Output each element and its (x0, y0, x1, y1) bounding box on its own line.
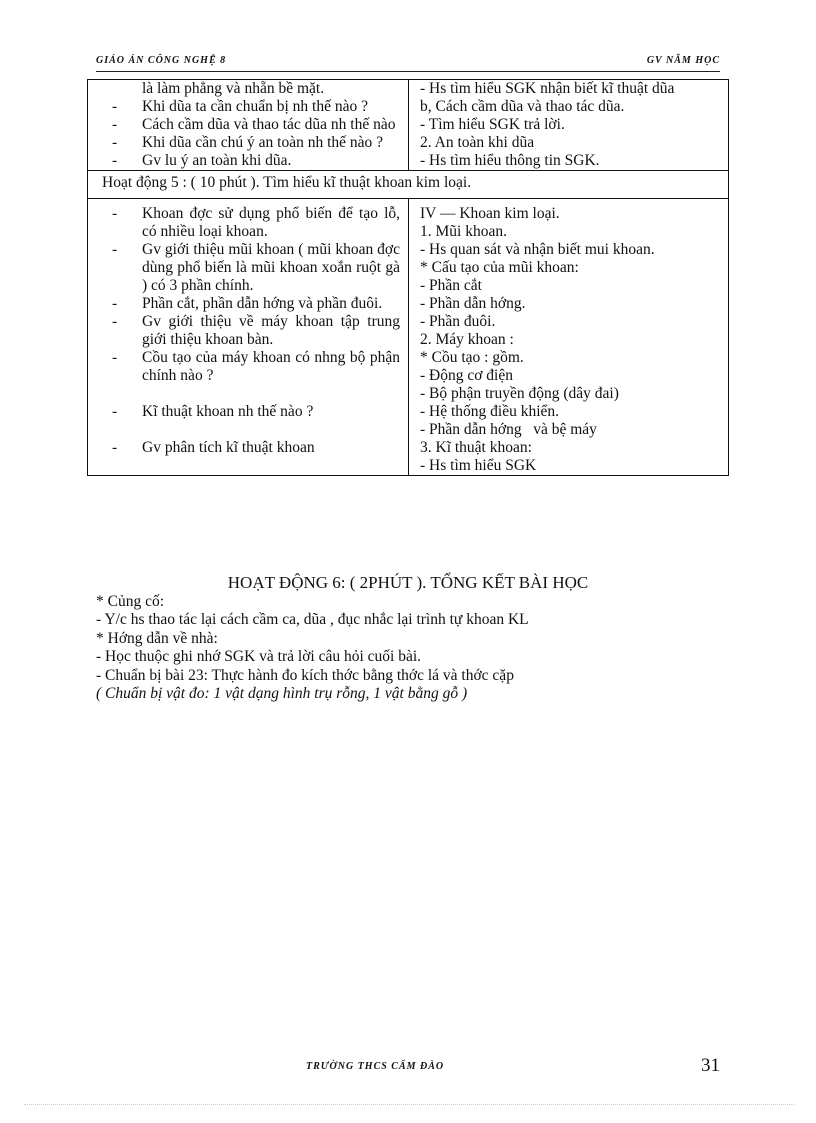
divider (24, 1104, 794, 1105)
list-item: - Kĩ thuật khoan nh thế nào ? (112, 403, 400, 421)
list-item: - Gv giới thiệu về máy khoan tập trung giới thiệu khoan bàn. (112, 313, 400, 349)
cell-line: 3. Kĩ thuật khoan: (420, 439, 532, 456)
cell-line: - Phần dẫn hớng và bệ máy (420, 421, 597, 438)
list-item: - Khi dũa cần chú ý an toàn nh thế nào ? (112, 134, 400, 152)
continued-text: là làm phẳng và nhẵn bề mặt. (142, 80, 325, 97)
cell-line: - Phần đuôi. (420, 313, 496, 330)
list-item: - Gv lu ý an toàn khi dũa. (112, 152, 400, 170)
student-activity-cell (409, 199, 729, 476)
cell-line: - Hs tìm hiểu thông tin SGK. (420, 152, 600, 169)
header-left-text: GIÁO ÁN CÔNG NGHỆ 8 (96, 55, 227, 66)
summary-line: * Củng cố: (96, 592, 165, 610)
prep-note: ( Chuẩn bị vật đo: 1 vật dạng hình trụ rỗng, 1 vật bằng gỗ ) (96, 685, 468, 702)
page-number: 31 (701, 1055, 720, 1076)
list-item: - Khi dũa ta cần chuẩn bị nh thế nào ? (112, 98, 400, 116)
cell-line: * Cấu tạo của mũi khoan: (420, 259, 579, 276)
cell-line: - Hs tìm hiểu SGK (420, 457, 537, 474)
summary-line: - Y/c hs thao tác lại cách cầm ca, dũa , đục nhắc lại trình tự khoan KL (96, 611, 529, 628)
list-item: - Gv phân tích kĩ thuật khoan (112, 439, 400, 457)
cell-line: - Tìm hiểu SGK trả lời. (420, 116, 565, 133)
list-item: - Phần cắt, phần dẫn hớng và phần đuôi. (112, 295, 400, 313)
summary-line: - Học thuộc ghi nhớ SGK và trả lời câu hỏi cuối bài. (96, 648, 422, 665)
page-footer (96, 1055, 720, 1083)
cell-line: * Cồu tạo : gồm. (420, 349, 524, 366)
teacher-activity-cell (88, 199, 409, 476)
cell-line: IV — Khoan kim loại. (420, 205, 560, 222)
list-item: - Cách cầm dũa và thao tác dũa nh thế nào (112, 116, 400, 134)
summary-line: - Chuẩn bị bài 23: Thực hành đo kích thớc bằng thớc lá và thớc cặp (96, 666, 514, 684)
cell-line: - Hs quan sát và nhận biết mui khoan. (420, 241, 655, 258)
teacher-activity-cell (88, 80, 409, 171)
lesson-table (87, 79, 729, 476)
cell-line: - Phần cắt (420, 277, 482, 294)
table-row (88, 80, 729, 171)
cell-line: - Hs tìm hiểu SGK nhận biết kĩ thuật dũa (420, 80, 675, 97)
list-item: - Gv giới thiệu mũi khoan ( mũi khoan đợc dùng phổ biến là mũi khoan xoắn ruột gà ) có 3 phần chính. (112, 241, 400, 295)
student-activity-cell (409, 80, 729, 171)
lesson-summary (96, 574, 720, 704)
teacher-activity-list (88, 205, 408, 457)
cell-line: - Động cơ điện (420, 367, 513, 384)
table-row (88, 171, 729, 199)
summary-line: * Hớng dẫn về nhà: (96, 629, 218, 647)
header-right-text: GV NĂM HỌC (646, 55, 720, 66)
teacher-activity-list (88, 98, 408, 170)
cell-line: - Phần dẫn hớng. (420, 295, 526, 312)
cell-line: - Hệ thống điều khiển. (420, 403, 560, 420)
page-header (96, 55, 720, 72)
footer-text: TRƯỜNG THCS CẨM ĐÀO (306, 1061, 445, 1072)
cell-line: 2. An toàn khi dũa (420, 134, 535, 151)
summary-title: HOẠT ĐỘNG 6: ( 2PHÚT ). TỔNG KẾT BÀI HỌC (227, 573, 589, 592)
cell-line: 2. Máy khoan : (420, 331, 514, 348)
list-item: - Khoan đợc sử dụng phổ biến để tạo lỗ, có nhiều loại khoan. (112, 205, 400, 241)
table-row (88, 199, 729, 476)
cell-line: - Bộ phận truyền động (dây đai) (420, 385, 619, 402)
list-item: - Cồu tạo của máy khoan có nhng bộ phận chính nào ? (112, 349, 400, 385)
activity-heading-cell: Hoạt động 5 : ( 10 phút ). Tìm hiểu kĩ thuật khoan kim loại. (88, 171, 729, 199)
cell-line: 1. Mũi khoan. (420, 223, 507, 240)
cell-line: b, Cách cầm dũa và thao tác dũa. (420, 98, 625, 115)
